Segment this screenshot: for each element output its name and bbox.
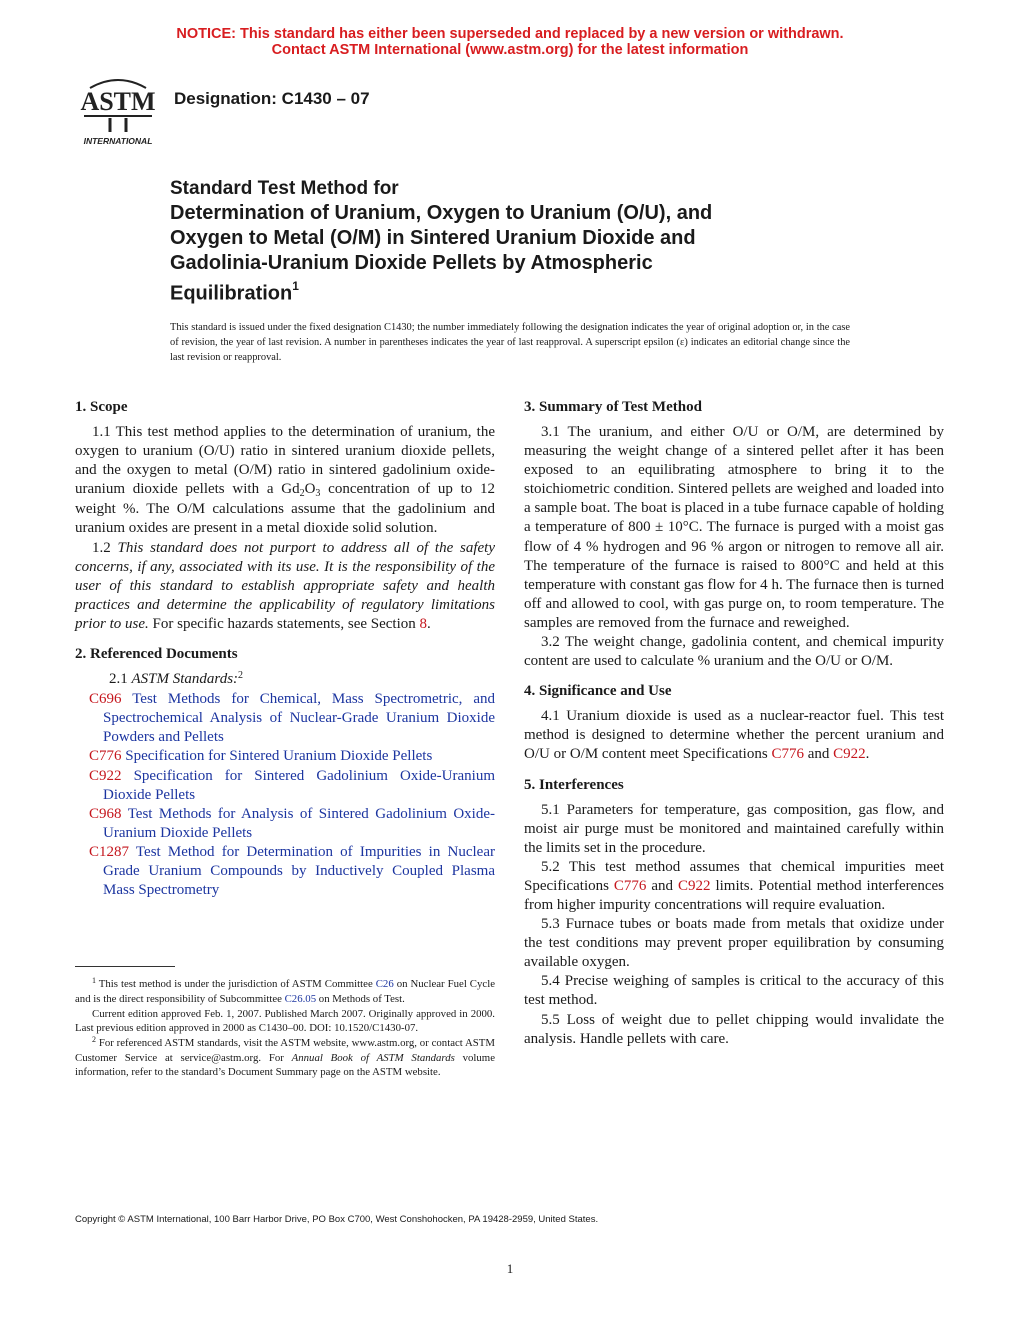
reference-list xyxy=(75,690,495,900)
refdocs-intro: 2.1 ASTM Standards:$^2$ xyxy=(109,670,244,688)
title-footnote-mark: 1 xyxy=(292,279,299,293)
title-line-1: Determination of Uranium, Oxygen to Uranium (O/U), and xyxy=(170,202,713,224)
withdrawal-notice xyxy=(0,26,1020,58)
scope-para-1: 1.1 This test method applies to the determination of uranium, the oxygen to uranium (O/U) ratio in sintered uranium dioxide pellets, and the oxygen to metal (O/M) ratio in sintered gadolinium oxide-uranium dioxide pellets with a $Gd_2O_3$ concentration of up to 12 weight %. The O/M calculations assume that the gadolinium and uranium oxides are present in a metal dioxide solid solution. xyxy=(75,424,495,537)
interferences-para-1: 5.1 Parameters for temperature, gas composition, gas flow, and moist air purge must be monitored and maintained carefully within the limits set in the procedure. xyxy=(524,801,944,856)
section-8-link[interactable]: 8 xyxy=(419,615,428,632)
scope-para-2: 1.2 This standard does not purport to address all of the safety concerns, if any, associated with its use. It is the responsibility of the user of this standard to establish appropriate safety and health practices and determine the applicability of regulatory limitations prior to use. For specific hazards statements, see Section 8. xyxy=(75,539,496,632)
c922-link[interactable]: C922 xyxy=(677,877,711,894)
interferences-para-5: 5.5 Loss of weight due to pellet chipping would invalidate the analysis. Handle pellets with care. xyxy=(524,1011,944,1047)
footnote-1-edition: Current edition approved Feb. 1, 2007. Published March 2007. Originally approved in 2000. Last previous edition approved in 2000 as C1430–00. DOI: 10.1520/C1430-07. xyxy=(75,1007,495,1035)
reference-item[interactable]: C1287 Test Method for Determination of Impurities in Nuclear Grade Uranium Compounds by Inductively Coupled Plasma Mass Spectrometry xyxy=(89,843,495,899)
interferences-heading: 5. Interferences xyxy=(524,776,624,793)
reference-item[interactable]: C922 Specification for Sintered Gadolinium Oxide-Uranium Dioxide Pellets xyxy=(89,767,495,803)
ref-code-c1287: C1287 xyxy=(89,843,130,860)
left-column xyxy=(75,398,495,911)
subcommittee-c26-05-link[interactable]: C26.05 xyxy=(284,993,317,1006)
logo-bottom-text: INTERNATIONAL xyxy=(83,136,153,146)
document-title xyxy=(170,176,870,307)
section-referenced-documents xyxy=(75,645,495,900)
ref-code-c776: C776 xyxy=(89,748,122,765)
interferences-para-4: 5.4 Precise weighing of samples is critical to the accuracy of this test method. xyxy=(524,973,944,1009)
issued-note: This standard is issued under the fixed designation C1430; the number immediately following the designation indicates the year of original adoption or, in the case of revision, the year of last revision. A number in parentheses indicates the year of last reapproval. A superscript epsilon (ε) indicates an editorial change since the last revision or reapproval. xyxy=(170,322,850,363)
page-number: 1 xyxy=(506,1261,514,1276)
summary-heading: 3. Summary of Test Method xyxy=(524,399,702,415)
astm-logo xyxy=(76,76,160,148)
refdocs-heading: 2. Referenced Documents xyxy=(75,646,238,663)
interferences-para-2: 5.2 This test method assumes that chemical impurities meet Specifications C776 and C922 limits. Potential method interferences from higher impurity concentrations will require evaluation. xyxy=(524,858,944,913)
summary-para-1: 3.1 The uranium, and either O/U or O/M, are determined by measuring the weight change of a sintered pellet after it has been exposed to an equilibrating atmosphere to bring it to the stoichiometric condition. Sintered pellets are weighed and loaded into a sample boat. The boat is placed in a tube furnace capable of holding a temperature of 800 ± 10°C. The furnace is purged with a moist gas flow of 4 % hydrogen and 96 % argon or nitrogen to remove all air. The temperature of the furnace is raised to 800°C and held at this temperature with constant gas flow for 4 h. The furnace then is turned off and allowed to cool, with gas purge on, to room temperature. The samples are removed from the furnace and reweighed. xyxy=(524,424,944,631)
copyright: Copyright © ASTM International, 100 Barr Harbor Drive, PO Box C700, West Conshohocken, PA 19428-2959, United States. xyxy=(75,1214,599,1225)
ref-code-c696: C696 xyxy=(89,691,122,708)
section-summary xyxy=(524,398,944,671)
title-line-4: Equilibration xyxy=(170,282,293,305)
c922-link[interactable]: C922 xyxy=(833,746,866,763)
logo-top-text: ASTM xyxy=(80,87,156,116)
interferences-para-3: 5.3 Furnace tubes or boats made from metals that oxidize under the test conditions may prevent proper equilibration by consuming available oxygen. xyxy=(524,916,944,971)
title-lead: Standard Test Method for xyxy=(170,178,399,199)
footnote-1: $^1$ This test method is under the jurisdiction of ASTM Committee C26 on Nuclear Fuel Cycle and is the direct responsibility of Subcommittee C26.05 on Methods of Test. xyxy=(75,976,495,1006)
reference-item[interactable]: C776 Specification for Sintered Uranium Dioxide Pellets xyxy=(89,748,433,765)
section-interferences xyxy=(524,776,944,1049)
designation: Designation: C1430 – 07 xyxy=(174,89,370,108)
significance-heading: 4. Significance and Use xyxy=(524,683,672,700)
footnote-2: $^2$ For referenced ASTM standards, visit the ASTM website, www.astm.org, or contact ASTM Customer Service at service@astm.org. For Annual Book of ASTM Standards volume information, refer to the standard’s Document Summary page on the ASTM website. xyxy=(75,1034,495,1079)
ref-code-c968: C968 xyxy=(89,805,122,822)
notice-line-1: NOTICE: This standard has either been superseded and replaced by a new version or withdrawn. xyxy=(176,26,844,42)
section-scope xyxy=(75,398,495,634)
notice-line-2: Contact ASTM International (www.astm.org) for the latest information xyxy=(271,42,749,58)
ref-code-c922: C922 xyxy=(89,767,122,784)
reference-item[interactable]: C968 Test Methods for Analysis of Sintered Gadolinium Oxide-Uranium Dioxide Pellets xyxy=(89,805,495,841)
reference-item[interactable]: C696 Test Methods for Chemical, Mass Spectrometric, and Spectrochemical Analysis of Nuclear-Grade Uranium Dioxide Powders and Pellets xyxy=(89,691,495,746)
right-column xyxy=(524,398,944,1060)
footnote-divider xyxy=(75,966,175,967)
title-line-3: Gadolinia-Uranium Dioxide Pellets by Atmospheric xyxy=(170,252,653,274)
footnotes xyxy=(75,977,495,1080)
scope-heading: 1. Scope xyxy=(75,399,128,415)
significance-para-1: 4.1 Uranium dioxide is used as a nuclear-reactor fuel. This test method is designed to determine whether the percent uranium and O/U or O/M content meet Specifications C776 and C922. xyxy=(524,708,944,763)
title-line-2: Oxygen to Metal (O/M) in Sintered Uranium Dioxide and xyxy=(170,227,696,249)
committee-c26-link[interactable]: C26 xyxy=(375,978,394,990)
section-significance xyxy=(524,682,944,764)
summary-para-2: 3.2 The weight change, gadolinia content, and chemical impurity content are used to calculate % uranium and the O/U or O/M. xyxy=(524,634,944,670)
c776-link[interactable]: C776 xyxy=(613,877,647,894)
c776-link[interactable]: C776 xyxy=(771,746,804,763)
